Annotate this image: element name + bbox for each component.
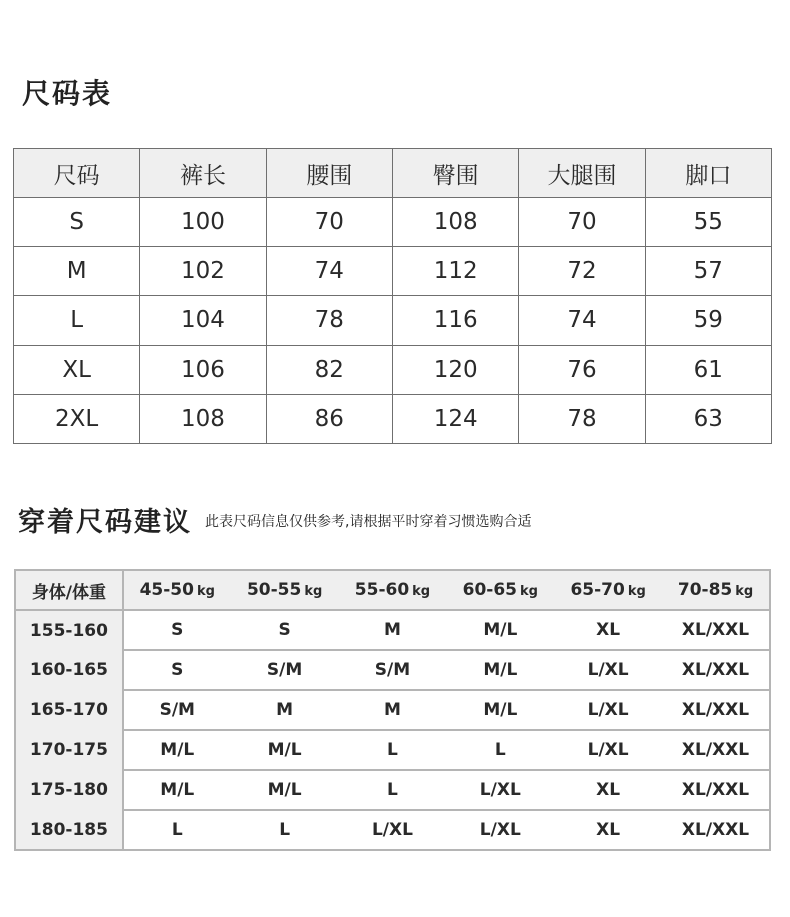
- size-cell: M/L: [446, 690, 554, 730]
- weight-range: 70-85: [677, 580, 733, 600]
- size-cell: M/L: [483, 620, 518, 640]
- table-cell: S: [14, 198, 140, 247]
- header-pants-length: 裤长: [140, 149, 266, 198]
- height-label: 165-170: [15, 690, 123, 730]
- table-cell: 72: [519, 247, 645, 296]
- weight-unit: kg: [735, 584, 754, 599]
- size-cell: M/L: [231, 770, 339, 810]
- recommendation-note: 此表尺码信息仅供参考,请根据平时穿着习惯选购合适: [205, 514, 532, 530]
- size-cell: L: [446, 730, 554, 770]
- table-row: [15, 690, 770, 730]
- size-cell: XL/XXL: [662, 730, 770, 770]
- table-row: [14, 247, 772, 296]
- recommendation-title: 穿着尺码建议: [18, 507, 192, 538]
- size-chart-header-row: [14, 149, 772, 198]
- table-cell: 76: [519, 345, 645, 394]
- weight-range: 50-55: [246, 580, 302, 600]
- size-cell: L/XL: [554, 650, 662, 690]
- table-cell: 61: [645, 345, 771, 394]
- header-size: 尺码: [14, 149, 140, 198]
- table-row: [15, 770, 770, 810]
- table-cell: 108: [140, 394, 266, 443]
- size-chart-table: [13, 148, 772, 444]
- table-row: [15, 810, 770, 850]
- table-cell: 59: [645, 296, 771, 345]
- weight-range: 60-65: [462, 580, 517, 600]
- table-cell: 70: [519, 198, 645, 247]
- height-label: 180-185: [15, 810, 123, 850]
- weight-range: 65-70: [570, 580, 625, 600]
- table-row: [14, 345, 772, 394]
- table-cell: 112: [392, 247, 518, 296]
- table-cell: L: [14, 296, 140, 345]
- height-label: 170-175: [15, 730, 123, 770]
- size-cell: L/XL: [554, 730, 662, 770]
- table-row: [15, 610, 770, 650]
- table-cell: 70: [266, 198, 392, 247]
- recommendation-table: [14, 569, 771, 851]
- size-cell: M/L: [123, 770, 231, 810]
- size-cell: XL: [554, 770, 662, 810]
- weight-unit: kg: [627, 584, 646, 599]
- size-cell: XL/XXL: [681, 620, 750, 640]
- size-cell: L/XL: [554, 690, 662, 730]
- table-cell: 78: [519, 394, 645, 443]
- header-thigh: 大腿围: [519, 149, 645, 198]
- table-cell: 63: [645, 394, 771, 443]
- size-cell: S/M: [123, 690, 231, 730]
- table-cell: 108: [392, 198, 518, 247]
- size-cell: M/L: [231, 730, 339, 770]
- table-cell: XL: [14, 345, 140, 394]
- table-cell: 57: [645, 247, 771, 296]
- table-cell: 104: [140, 296, 266, 345]
- header-waist: 腰围: [266, 149, 392, 198]
- weight-unit: kg: [520, 584, 538, 599]
- table-cell: 116: [392, 296, 518, 345]
- size-chart-title: 尺码表: [22, 77, 113, 110]
- size-cell: S/M: [231, 650, 339, 690]
- height-label: 155-160: [15, 610, 123, 650]
- table-row: [14, 296, 772, 345]
- table-cell: 86: [266, 394, 392, 443]
- table-cell: 74: [519, 296, 645, 345]
- table-row: [15, 730, 770, 770]
- table-cell: M: [14, 247, 140, 296]
- weight-header: [339, 570, 447, 610]
- table-row: [14, 394, 772, 443]
- size-cell: L: [231, 810, 339, 850]
- table-cell: 2XL: [14, 394, 140, 443]
- size-cell: XL/XXL: [662, 810, 770, 850]
- size-cell: XL: [596, 620, 621, 640]
- table-cell: 124: [392, 394, 518, 443]
- size-cell: S: [171, 620, 184, 640]
- header-hem: 脚口: [645, 149, 771, 198]
- size-cell: S: [123, 650, 231, 690]
- size-cell: XL/XXL: [662, 770, 770, 810]
- table-cell: 78: [266, 296, 392, 345]
- size-cell: S/M: [339, 650, 447, 690]
- size-cell: L: [339, 730, 447, 770]
- size-cell: M/L: [446, 650, 554, 690]
- weight-header: [554, 570, 662, 610]
- weight-range: 45-50: [139, 580, 194, 600]
- size-cell: L: [339, 770, 447, 810]
- table-cell: 55: [645, 198, 771, 247]
- size-cell: XL/XXL: [662, 690, 770, 730]
- table-cell: 100: [140, 198, 266, 247]
- size-cell: L/XL: [446, 810, 554, 850]
- size-cell: L: [123, 810, 231, 850]
- weight-unit: kg: [412, 584, 431, 599]
- table-cell: 102: [140, 247, 266, 296]
- weight-range: 55-60: [354, 580, 410, 600]
- weight-header: [123, 570, 231, 610]
- table-cell: 82: [266, 345, 392, 394]
- table-cell: 74: [266, 247, 392, 296]
- header-hip: 臀围: [392, 149, 518, 198]
- table-row: [15, 650, 770, 690]
- table-cell: 120: [392, 345, 518, 394]
- size-cell: M/L: [123, 730, 231, 770]
- weight-unit: kg: [196, 584, 215, 599]
- table-cell: 106: [140, 345, 266, 394]
- size-cell: L/XL: [446, 770, 554, 810]
- size-cell: M: [383, 620, 401, 640]
- size-cell: XL: [554, 810, 662, 850]
- weight-header: [231, 570, 339, 610]
- height-label: 160-165: [15, 650, 123, 690]
- weight-header: [446, 570, 554, 610]
- weight-unit: kg: [304, 584, 323, 599]
- size-cell: S: [278, 620, 291, 640]
- weight-header: [662, 570, 770, 610]
- corner-header: 身体/体重: [15, 570, 123, 610]
- height-label: 175-180: [15, 770, 123, 810]
- recommendation-header-row: [15, 570, 770, 610]
- size-cell: XL/XXL: [662, 650, 770, 690]
- table-row: [14, 198, 772, 247]
- size-cell: M: [231, 690, 339, 730]
- size-cell: L/XL: [339, 810, 447, 850]
- size-cell: M: [339, 690, 447, 730]
